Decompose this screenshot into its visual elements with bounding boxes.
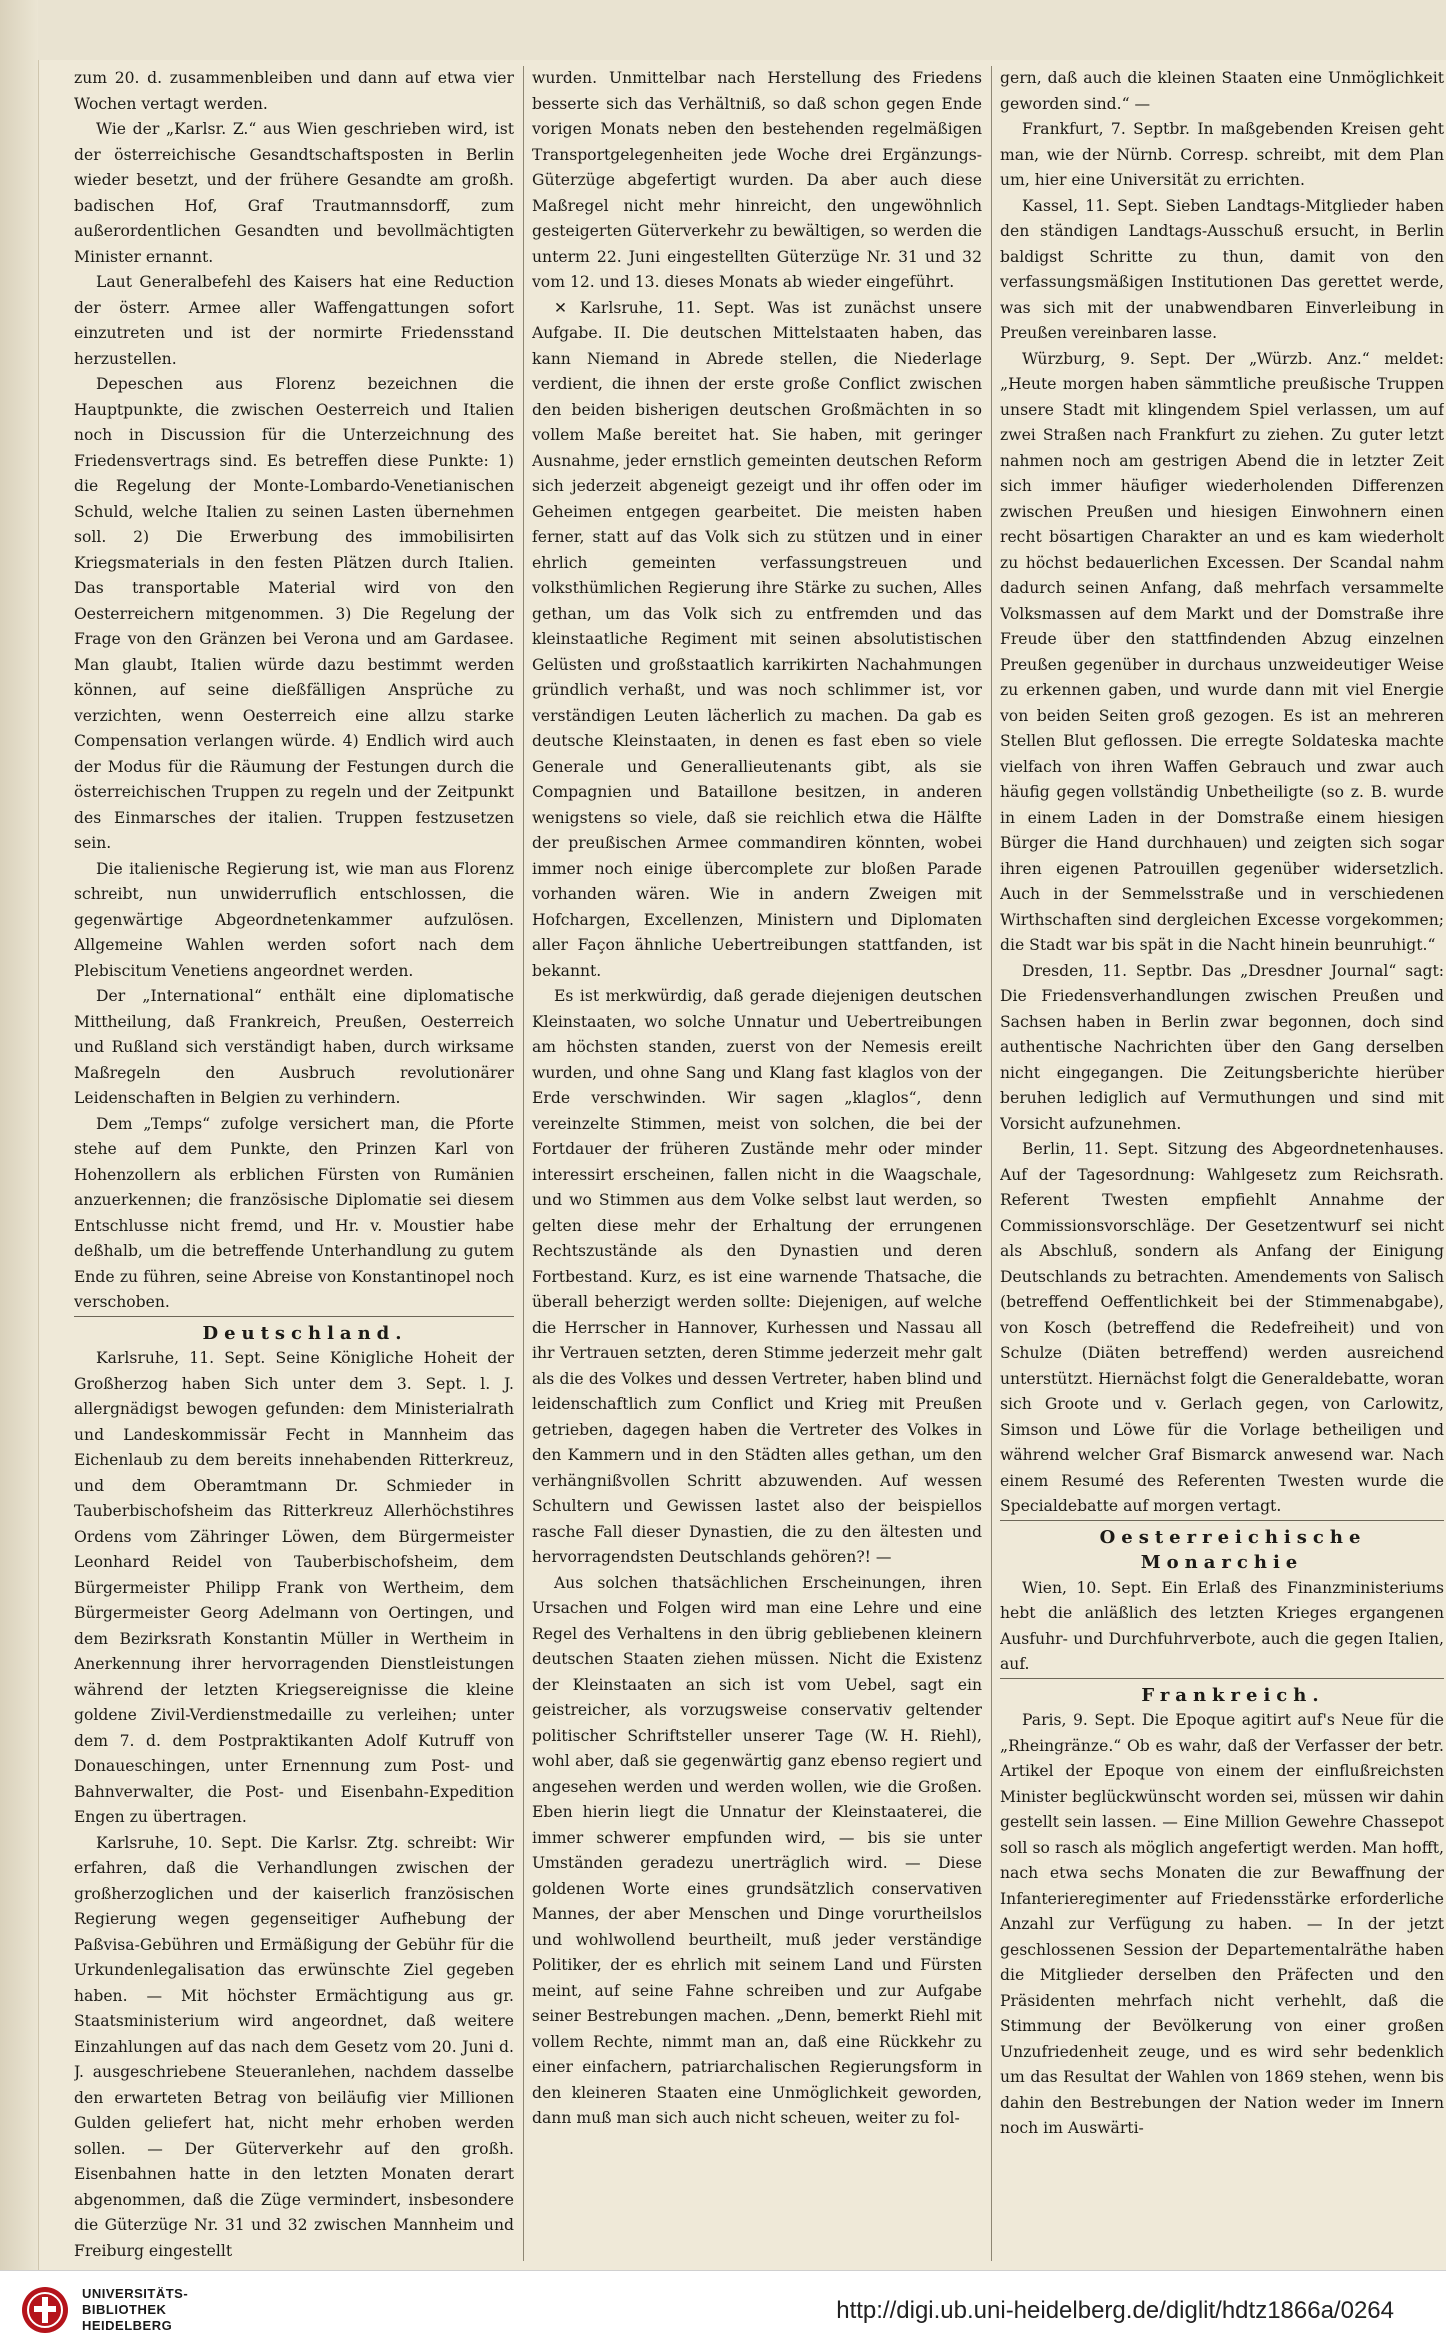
section-heading: Oesterreichische Monarchie [1000, 1520, 1444, 1576]
article-paragraph: zum 20. d. zusammenbleiben und dann auf etwa vier Wochen vertagt werden. [74, 69, 514, 113]
article-paragraph: wurden. Unmittelbar nach Herstellung des Friedens besserte sich das Verhältniß, so daß schon gegen Ende vorigen Monats neben den bestehenden regelmäßigen Transportgelegenheiten jede Woche drei Ergänzungs-Güterzüge abgefertigt wurden. Da aber auch diese Maßregel nicht mehr hinreicht, den ungewöhnlich gesteigerten Güterverkehr zu bewältigen, so werden die unterm 22. Juni eingestellten Güterzüge Nr. 31 und 32 vom 12. und 13. dieses Monats ab wieder eingeführt. [532, 69, 982, 291]
article-paragraph: Kassel, 11. Sept. Sieben Landtags-Mitglieder haben den ständigen Landtags-Ausschuß ersucht, in Berlin baldigst Schritte zu thun, damit von den verfassungsmäßigen Institutionen Das gerettet werde, was sich mit der unabwendbaren Einverleibung in Preußen vereinbaren lasse. [1000, 196, 1444, 342]
column-3 [1000, 66, 1444, 2261]
viewer-footer [0, 2270, 1446, 2351]
article-paragraph: Karlsruhe, 10. Sept. Die Karlsr. Ztg. schreibt: Wir erfahren, daß die Verhandlungen zwischen der großherzoglichen und der kaiserlich französischen Regierung wegen gegenseitiger Aufhebung der Paßvisa-Gebühren und Ermäßigung der Gebühr für die Urkundenlegalisation das erwünschte Ziel gegeben haben. — Mit höchster Ermächtigung aus gr. Staatsministerium wird angeordnet, daß weitere Einzahlungen auf das nach dem Gesetz vom 20. Juni d. J. ausgeschriebene Steueranlehen, nachdem dasselbe den erwarteten Betrag von beiläufig vier Millionen Gulden geliefert hat, nicht mehr erhoben werden sollen. — Der Güterverkehr auf den großh. Eisenbahnen hatte in den letzten Monaten derart abgenommen, daß die Züge vermindert, insbesondere die Güterzüge Nr. 31 und 32 zwischen Mannheim und Freiburg eingestellt [74, 1833, 514, 2260]
library-name [82, 2286, 188, 2334]
article-paragraph: Dem „Temps“ zufolge versichert man, die Pforte stehe auf dem Punkte, den Prinzen Karl von Hohenzollern als erblichen Fürsten von Rumänien anzuerkennen; die französische Diplomatie sei diesem Entschlusse nicht fremd, und Hr. v. Moustier habe deßhalb, um die betreffende Unterhandlung zu gutem Ende zu führen, seine Abreise von Konstantinopel noch verschoben. [74, 1114, 514, 1311]
article-paragraph: Aus solchen thatsächlichen Erscheinungen, ihren Ursachen und Folgen wird man eine Lehre und eine Regel des Verhaltens in den übrig gebliebenen kleinern deutschen Staaten ziehen müssen. Nicht die Existenz der Kleinstaaten an sich ist vom Uebel, sagt ein geistreicher, als vorzugsweise conservativ geltender politischer Schriftsteller unserer Tage (W. H. Riehl), wohl aber, daß sie gegenwärtig ganz ebenso regiert und angesehen werden und werden wollen, wie die Großen. Eben hierin liegt die Unnatur der Kleinstaaterei, die immer schwerer empfunden wird, — bis sie unter Umständen geradezu unerträglich wird. — Diese goldenen Worte eines grundsätzlich conservativen Mannes, der aber Menschen und Dinge vorurtheilslos und wohlwollend beurtheilt, muß jeder verständige Politiker, der es ehrlich mit seinem Land und Fürsten meint, auf seine Fahne schreiben und zur Aufgabe seiner Bestrebungen machen. „Denn, bemerkt Riehl mit vollem Rechte, nimmt man an, daß eine Rückkehr zu einer einfachern, patriarchalischen Regierungsform in den kleineren Staaten eine Unmöglichkeit geworden, dann muß man sich auch nicht scheuen, weiter zu fol- [532, 1573, 982, 2127]
section-heading: Deutschland. [74, 1316, 514, 1347]
article-paragraph: Wien, 10. Sept. Ein Erlaß des Finanzministeriums hebt die anläßlich des letzten Krieges ergangenen Ausfuhr- und Durchfuhrverbote, auch die gegen Italien, auf. [1000, 1578, 1444, 1673]
article-paragraph: Karlsruhe, 11. Sept. Seine Königliche Hoheit der Großherzog haben Sich unter dem 3. Sept. l. J. allergnädigst bewogen gefunden: dem Ministerialrath und Landeskommissär Fecht in Mannheim das Eichenlaub zu dem bereits innehabenden Ritterkreuz, und dem Oberamtmann Dr. Schmieder in Tauberbischofsheim das Ritterkreuz Allerhöchstihres Ordens vom Zähringer Löwen, dem Bürgermeister Leonhard Reidel von Tauberbischofsheim, dem Bürgermeister Philipp Frank von Wertheim, dem Bürgermeister Georg Adelmann von Oertingen, und dem Bezirksrath Konstantin Müller in Wertheim in Anerkennung ihrer hervorragenden Dienstleistungen während der letzten Kriegsereignisse die kleine goldene Zivil-Verdienstmedaille zu verleihen; unter dem 7. d. dem Postpraktikanten Adolf Kutruff von Donaueschingen, unter Ernennung zum Post- und Bahnverwalter, die Post- und Eisenbahn-Expedition Engen zu übertragen. [74, 1349, 514, 1826]
article-paragraph: Dresden, 11. Septbr. Das „Dresdner Journal“ sagt: Die Friedensverhandlungen zwischen Preußen und Sachsen haben in Berlin zwar begonnen, doch sind authentische Nachrichten über den Gang derselben nicht eingegangen. Die Zeitungsberichte hierüber beruhen lediglich auf Vermuthungen und sind mit Vorsicht aufzunehmen. [1000, 961, 1444, 1133]
library-name-line: BIBLIOTHEK [82, 2302, 167, 2317]
binding-shadow [0, 0, 38, 2270]
university-seal-icon [20, 2285, 70, 2335]
column-rule [523, 66, 524, 2261]
article-paragraph: Es ist merkwürdig, daß gerade diejenigen deutschen Kleinstaaten, wo solche Unnatur und Uebertreibungen am höchsten standen, zuerst von der Nemesis ereilt wurden, und ohne Sang und Klang fast klaglos von der Erde verschwinden. Wir sagen „klaglos“, denn vereinzelte Stimmen, meist von solchen, die bei der Fortdauer der früheren Zustände mehr oder minder interessirt erscheinen, fallen nicht in die Waagschale, und wo Stimmen aus dem Volke selbst laut werden, so gelten diese mehr der Erhaltung der errungenen Rechtszustände als den Dynastien und deren Fortbestand. Kurz, es ist eine warnende Thatsache, die überall beherzigt werden sollte: Diejenigen, auf welche die Herrscher in Hannover, Kurhessen und Nassau all ihr Vertrauen setzten, deren Stimme jederzeit mehr galt als die des Volkes und dessen Vertreter, haben blind und leidenschaftlich zum Conflict und Krieg mit Preußen getrieben, dagegen haben die Vertreter des Volkes in den Kammern und in den Städten alles gethan, um den verhängnißvollen Schritt abzuwenden. Auf wessen Schultern und Gewissen lastet also der beispiellos rasche Fall dieser Dynastien, die zu den ältesten und hervorragendsten Deutschlands gehören?! — [532, 987, 982, 1566]
article-paragraph: Wie der „Karlsr. Z.“ aus Wien geschrieben wird, ist der österreichische Gesandtschaftsposten in Berlin wieder besetzt, und der frühere Gesandte am großh. badischen Hof, Graf Trautmannsdorff, zum außerordentlichen Gesandten und bevollmächtigten Minister ernannt. [74, 120, 514, 266]
column-2 [532, 66, 982, 2261]
article-paragraph: Frankfurt, 7. Septbr. In maßgebenden Kreisen geht man, wie der Nürnb. Corresp. schreibt, mit dem Plan um, hier eine Universität zu errichten. [1000, 120, 1444, 189]
column-rule [991, 66, 992, 2261]
article-paragraph: Die italienische Regierung ist, wie man aus Florenz schreibt, nun unwiderruflich entschlossen, die gegenwärtige Abgeordnetenkammer aufzulösen. Allgemeine Wahlen werden sofort nach dem Plebiscitum Venetiens angeordnet werden. [74, 859, 514, 980]
article-paragraph: Laut Generalbefehl des Kaisers hat eine Reduction der österr. Armee aller Waffengattungen sofort einzutreten und ist der normirte Friedensstand herzustellen. [74, 273, 514, 368]
article-paragraph: ✕ Karlsruhe, 11. Sept. Was ist zunächst unsere Aufgabe. II. Die deutschen Mittelstaaten haben, das kann Niemand in Abrede stellen, die Niederlage verdient, die ihnen der erste große Conflict zwischen den beiden bisherigen deutschen Großmächten in so vollem Maße bereitet hat. Sie haben, mit geringer Ausnahme, jeder ernstlich gemeinten deutschen Reform sich jederzeit abgeneigt gezeigt und ihr offen oder im Geheimen entgegen gearbeitet. Die meisten haben ferner, statt auf das Volk sich zu stützen und in einer ehrlich gemeinten verfassungstreuen und volksthümlichen Regierung ihre Stärke zu suchen, Alles gethan, um das Volk sich zu entfremden und das kleinstaatliche Regiment mit seinen absolutistischen Gelüsten und großstaatlich karrikirten Nachahmungen gründlich verhaßt, und was noch schlimmer ist, vor verständigen Leuten lächerlich zu machen. Da gab es deutsche Kleinstaaten, in denen es fast eben so viele Generale und Generallieutenants gibt, als sie Compagnien und Bataillone besitzen, in anderen wenigstens so viele, daß sie reichlich etwa die Hälfte der preußischen Armee commandiren könnten, wobei immer noch einige übercomplete zur bloßen Parade vorhanden wären. Wie in andern Zweigen mit Hofchargen, Excellenzen, Ministern und Diplomaten aller Façon ähnliche Uebertreibungen stattfanden, ist bekannt. [532, 298, 982, 980]
section-heading: Frankreich. [1000, 1678, 1444, 1709]
library-name-line: UNIVERSITÄTS- [82, 2286, 189, 2301]
column-1 [74, 66, 514, 2261]
text-columns [74, 66, 1444, 2261]
article-paragraph: Berlin, 11. Sept. Sitzung des Abgeordnetenhauses. Auf der Tagesordnung: Wahlgesetz zum Reichsrath. Referent Twesten empfiehlt Annahme der Commissionsvorschläge. Der Gesetzentwurf sei nicht als Abschluß, sondern als Anfang der Einigung Deutschlands zu betrachten. Amendements von Salisch (betreffend Oeffentlichkeit bei der Stimmenabgabe), von Kosch (betreffend die Redefreiheit) und von Schulze (Diäten betreffend) werden ausreichend unterstützt. Hiernächst folgt die Generaldebatte, woran sich Groote und v. Gerlach gegen, von Carlowitz, Simson und Löwe für die Vorlage betheiligen und während welcher Graf Bismarck anwesend war. Nach einem Resumé des Referenten Twesten wurde die Specialdebatte auf morgen vertagt. [1000, 1140, 1444, 1515]
article-paragraph: Paris, 9. Sept. Die Epoque agitirt auf's Neue für die „Rheingränze.“ Ob es wahr, daß der Verfasser der betr. Artikel der Epoque von einem der einflußreichsten Minister beglückwünscht worden sei, müssen wir dahin gestellt sein lassen. — Eine Million Gewehre Chassepot soll so rasch als möglich angefertigt werden. Man hofft, nach etwa sechs Monaten die zur Bewaffnung der Infanterieregimenter auf Friedensstärke erforderliche Anzahl zur Verfügung zu haben. — In der jetzt geschlossenen Session der Departementalräthe haben die Mitglieder derselben den Präfecten und den Präsidenten mehrfach nicht verhehlt, daß die Stimmung der Bevölkerung von einer großen Unzufriedenheit zeuge, und es wird sehr bedenklich um das Resultat der Wahlen von 1869 stehen, wenn bis dahin den Bestrebungen der Nation weder im Innern noch im Auswärti- [1000, 1711, 1444, 2137]
article-paragraph: Der „International“ enthält eine diplomatische Mittheilung, daß Frankreich, Preußen, Oesterreich und Rußland sich verständigt haben, durch wirksame Maßregeln den Ausbruch revolutionärer Leidenschaften in Belgien zu verhindern. [74, 987, 514, 1107]
article-paragraph: Würzburg, 9. Sept. Der „Würzb. Anz.“ meldet: „Heute morgen haben sämmtliche preußische Truppen unsere Stadt mit klingendem Spiel verlassen, um auf zwei Straßen nach Frankfurt zu ziehen. Zu guter letzt nahmen noch am gestrigen Abend die in letzter Zeit sich immer häufiger wiederholenden Differenzen zwischen Preußen und hiesigen Einwohnern einen recht bösartigen Charakter an und es kam wiederholt zu höchst bedauerlichen Excessen. Der Scandal nahm dadurch seinen Anfang, daß mehrfach versammelte Volksmassen auf dem Markt und der Domstraße ihre Freude über den stattfindenden Abzug einzelnen Preußen gegenüber in durchaus unzweideutiger Weise zu erkennen gaben, und wurde dann mit viel Energie von beiden Seiten groß gezogen. Es ist an mehreren Stellen Blut geflossen. Die erregte Soldateska machte vielfach von ihren Waffen Gebrauch und zwar auch häufig gegen vollständig Unbetheiligte (so z. B. wurde in einem Laden in der Domstraße einem hiesigen Bürger die Hand durchhauen) und zeigten sich sogar ihren eigenen Patrouillen gegenüber widersetzlich. Auch in der Semmelsstraße und in verschiedenen Wirthschaften sind dergleichen Excesse vorgekommen; die Stadt war bis spät in die Nacht hinein beunruhigt.“ [1000, 349, 1444, 954]
article-paragraph: Depeschen aus Florenz bezeichnen die Hauptpunkte, die zwischen Oesterreich und Italien noch in Discussion für die Unterzeichnung des Friedensvertrags sind. Es betreffen diese Punkte: 1) die Regelung der Monte-Lombardo-Venetianischen Schuld, welche Italien zu seinen Lasten übernehmen soll. 2) Die Erwerbung des immobilisirten Kriegsmaterials in den festen Plätzen durch Italien. Das transportable Material wird von den Oesterreichern mitgenommen. 3) Die Regelung der Frage von den Gränzen bei Verona und am Gardasee. Man glaubt, Italien würde dazu bestimmt werden können, auf seine dießfälligen Ansprüche zu verzichten, wenn Oesterreich eine allzu starke Compensation verlangen würde. 4) Endlich wird auch der Modus für die Räumung der Festungen durch die österreichischen Truppen zu regeln und der Zeitpunkt des Einmarsches der italien. Truppen festzusetzen sein. [74, 375, 514, 852]
article-paragraph: gern, daß auch die kleinen Staaten eine Unmöglichkeit geworden sind.“ — [1000, 69, 1444, 113]
document-url[interactable]: http://digi.ub.uni-heidelberg.de/diglit/hdtz1866a/0264 [836, 2297, 1394, 2324]
library-name-line: HEIDELBERG [82, 2318, 173, 2333]
